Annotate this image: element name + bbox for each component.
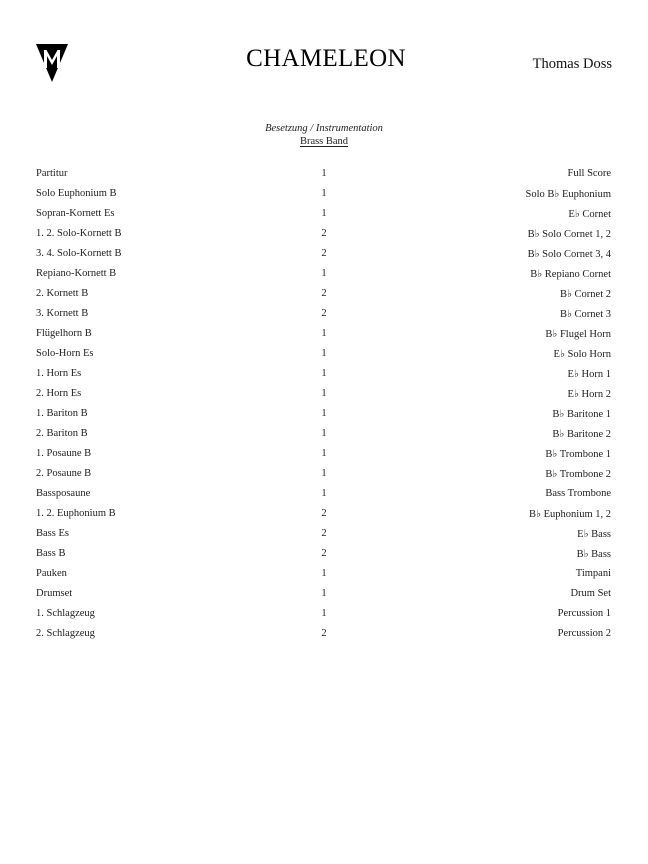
instrument-name-german: Pauken [36, 568, 67, 579]
part-count: 1 [321, 328, 327, 339]
instrument-row [36, 328, 611, 348]
instrument-name-german: Sopran-Kornett Es [36, 208, 115, 219]
instrument-name-english: Full Score [567, 168, 611, 179]
instrument-name-english: B♭ Baritone 1 [552, 409, 611, 420]
instrument-name-english: B♭ Euphonium 1, 2 [529, 509, 611, 520]
instrument-name-english: B♭ Cornet 3 [559, 309, 611, 320]
instrument-name-german: 2. Kornett B [36, 288, 89, 299]
instrument-name-german: Bassposaune [36, 488, 91, 499]
instrument-row [36, 248, 611, 268]
part-count: 2 [321, 528, 327, 539]
instrument-name-german: 2. Bariton B [36, 428, 88, 439]
instrument-name-german: 1. 2. Euphonium B [36, 508, 116, 519]
ensemble-heading [0, 136, 648, 147]
part-count: 1 [321, 348, 327, 359]
part-count: 2 [321, 508, 327, 519]
instrument-row [36, 528, 611, 548]
instrument-name-german: 2. Horn Es [36, 388, 82, 399]
instrument-name-english: B♭ Solo Cornet 3, 4 [527, 249, 611, 260]
instrument-row [36, 168, 611, 188]
part-count: 1 [321, 188, 327, 199]
instrumentation-list [36, 168, 611, 648]
instrument-name-english: B♭ Trombone 1 [545, 449, 611, 460]
instrument-row [36, 348, 611, 368]
page-title: CHAMELEON [246, 45, 406, 72]
instrumentation-heading: Besetzung / Instrumentation [265, 123, 383, 134]
part-count: 2 [321, 248, 327, 259]
part-count: 1 [321, 468, 327, 479]
instrument-row [36, 628, 611, 648]
instrument-name-german: 2. Posaune B [36, 468, 92, 479]
instrument-row [36, 488, 611, 508]
instrument-row [36, 388, 611, 408]
instrument-name-english: B♭ Solo Cornet 1, 2 [527, 229, 611, 240]
ensemble-label: Brass Band [299, 136, 349, 147]
part-count: 1 [321, 608, 327, 619]
instrument-name-english: E♭ Horn 2 [567, 389, 611, 400]
instrument-row [36, 408, 611, 428]
instrument-name-german: Drumset [36, 588, 73, 599]
instrument-name-german: 1. Posaune B [36, 448, 92, 459]
instrument-name-english: E♭ Solo Horn [553, 349, 611, 360]
part-count: 1 [321, 428, 327, 439]
part-count: 1 [321, 588, 327, 599]
instrument-row [36, 188, 611, 208]
instrument-name-german: 3. 4. Solo-Kornett B [36, 248, 122, 259]
instrument-name-english: Timpani [575, 568, 611, 579]
instrument-name-german: 3. Kornett B [36, 308, 89, 319]
part-count: 2 [321, 548, 327, 559]
instrument-name-english: B♭ Flugel Horn [545, 329, 611, 340]
instrument-row [36, 468, 611, 488]
instrument-name-german: Flügelhorn B [36, 328, 92, 339]
part-count: 1 [321, 208, 327, 219]
instrument-name-german: 1. Horn Es [36, 368, 82, 379]
part-count: 1 [321, 448, 327, 459]
instrument-name-english: B♭ Repiano Cornet [530, 269, 611, 280]
instrument-row [36, 548, 611, 568]
instrument-name-german: 1. 2. Solo-Kornett B [36, 228, 122, 239]
composer-name: Thomas Doss [532, 56, 612, 72]
instrument-name-german: Solo-Horn Es [36, 348, 94, 359]
part-count: 1 [321, 268, 327, 279]
instrument-name-german: 1. Schlagzeug [36, 608, 95, 619]
instrument-name-english: E♭ Bass [577, 529, 611, 540]
part-count: 1 [321, 488, 327, 499]
part-count: 1 [321, 168, 327, 179]
part-count: 1 [321, 568, 327, 579]
instrument-row [36, 368, 611, 388]
part-count: 2 [321, 228, 327, 239]
instrument-row [36, 588, 611, 608]
part-count: 1 [321, 388, 327, 399]
instrument-name-english: Drum Set [570, 588, 611, 599]
instrument-name-english: Bass Trombone [545, 488, 611, 499]
instrument-row [36, 448, 611, 468]
instrument-name-english: Percussion 2 [557, 628, 611, 639]
part-count: 1 [321, 368, 327, 379]
instrument-name-english: Solo B♭ Euphonium [525, 189, 611, 200]
instrument-name-german: Partitur [36, 168, 68, 179]
instrument-name-english: Percussion 1 [557, 608, 611, 619]
instrument-row [36, 208, 611, 228]
instrument-name-german: Bass Es [36, 528, 69, 539]
instrument-name-english: B♭ Cornet 2 [559, 289, 611, 300]
instrument-name-english: B♭ Bass [576, 549, 611, 560]
instrument-row [36, 608, 611, 628]
instrument-row [36, 268, 611, 288]
part-count: 2 [321, 628, 327, 639]
instrument-name-german: Solo Euphonium B [36, 188, 117, 199]
part-count: 2 [321, 308, 327, 319]
instrument-name-english: E♭ Horn 1 [567, 369, 611, 380]
instrument-name-english: E♭ Cornet [568, 209, 611, 220]
instrument-row [36, 308, 611, 328]
instrument-row [36, 568, 611, 588]
instrument-row [36, 428, 611, 448]
instrument-row [36, 228, 611, 248]
instrument-name-english: B♭ Trombone 2 [545, 469, 611, 480]
instrument-row [36, 508, 611, 528]
instrument-name-german: Repiano-Kornett B [36, 268, 117, 279]
instrument-name-german: Bass B [36, 548, 66, 559]
instrument-name-english: B♭ Baritone 2 [552, 429, 611, 440]
part-count: 2 [321, 288, 327, 299]
part-count: 1 [321, 408, 327, 419]
instrument-name-german: 2. Schlagzeug [36, 628, 95, 639]
instrument-name-german: 1. Bariton B [36, 408, 88, 419]
instrument-row [36, 288, 611, 308]
